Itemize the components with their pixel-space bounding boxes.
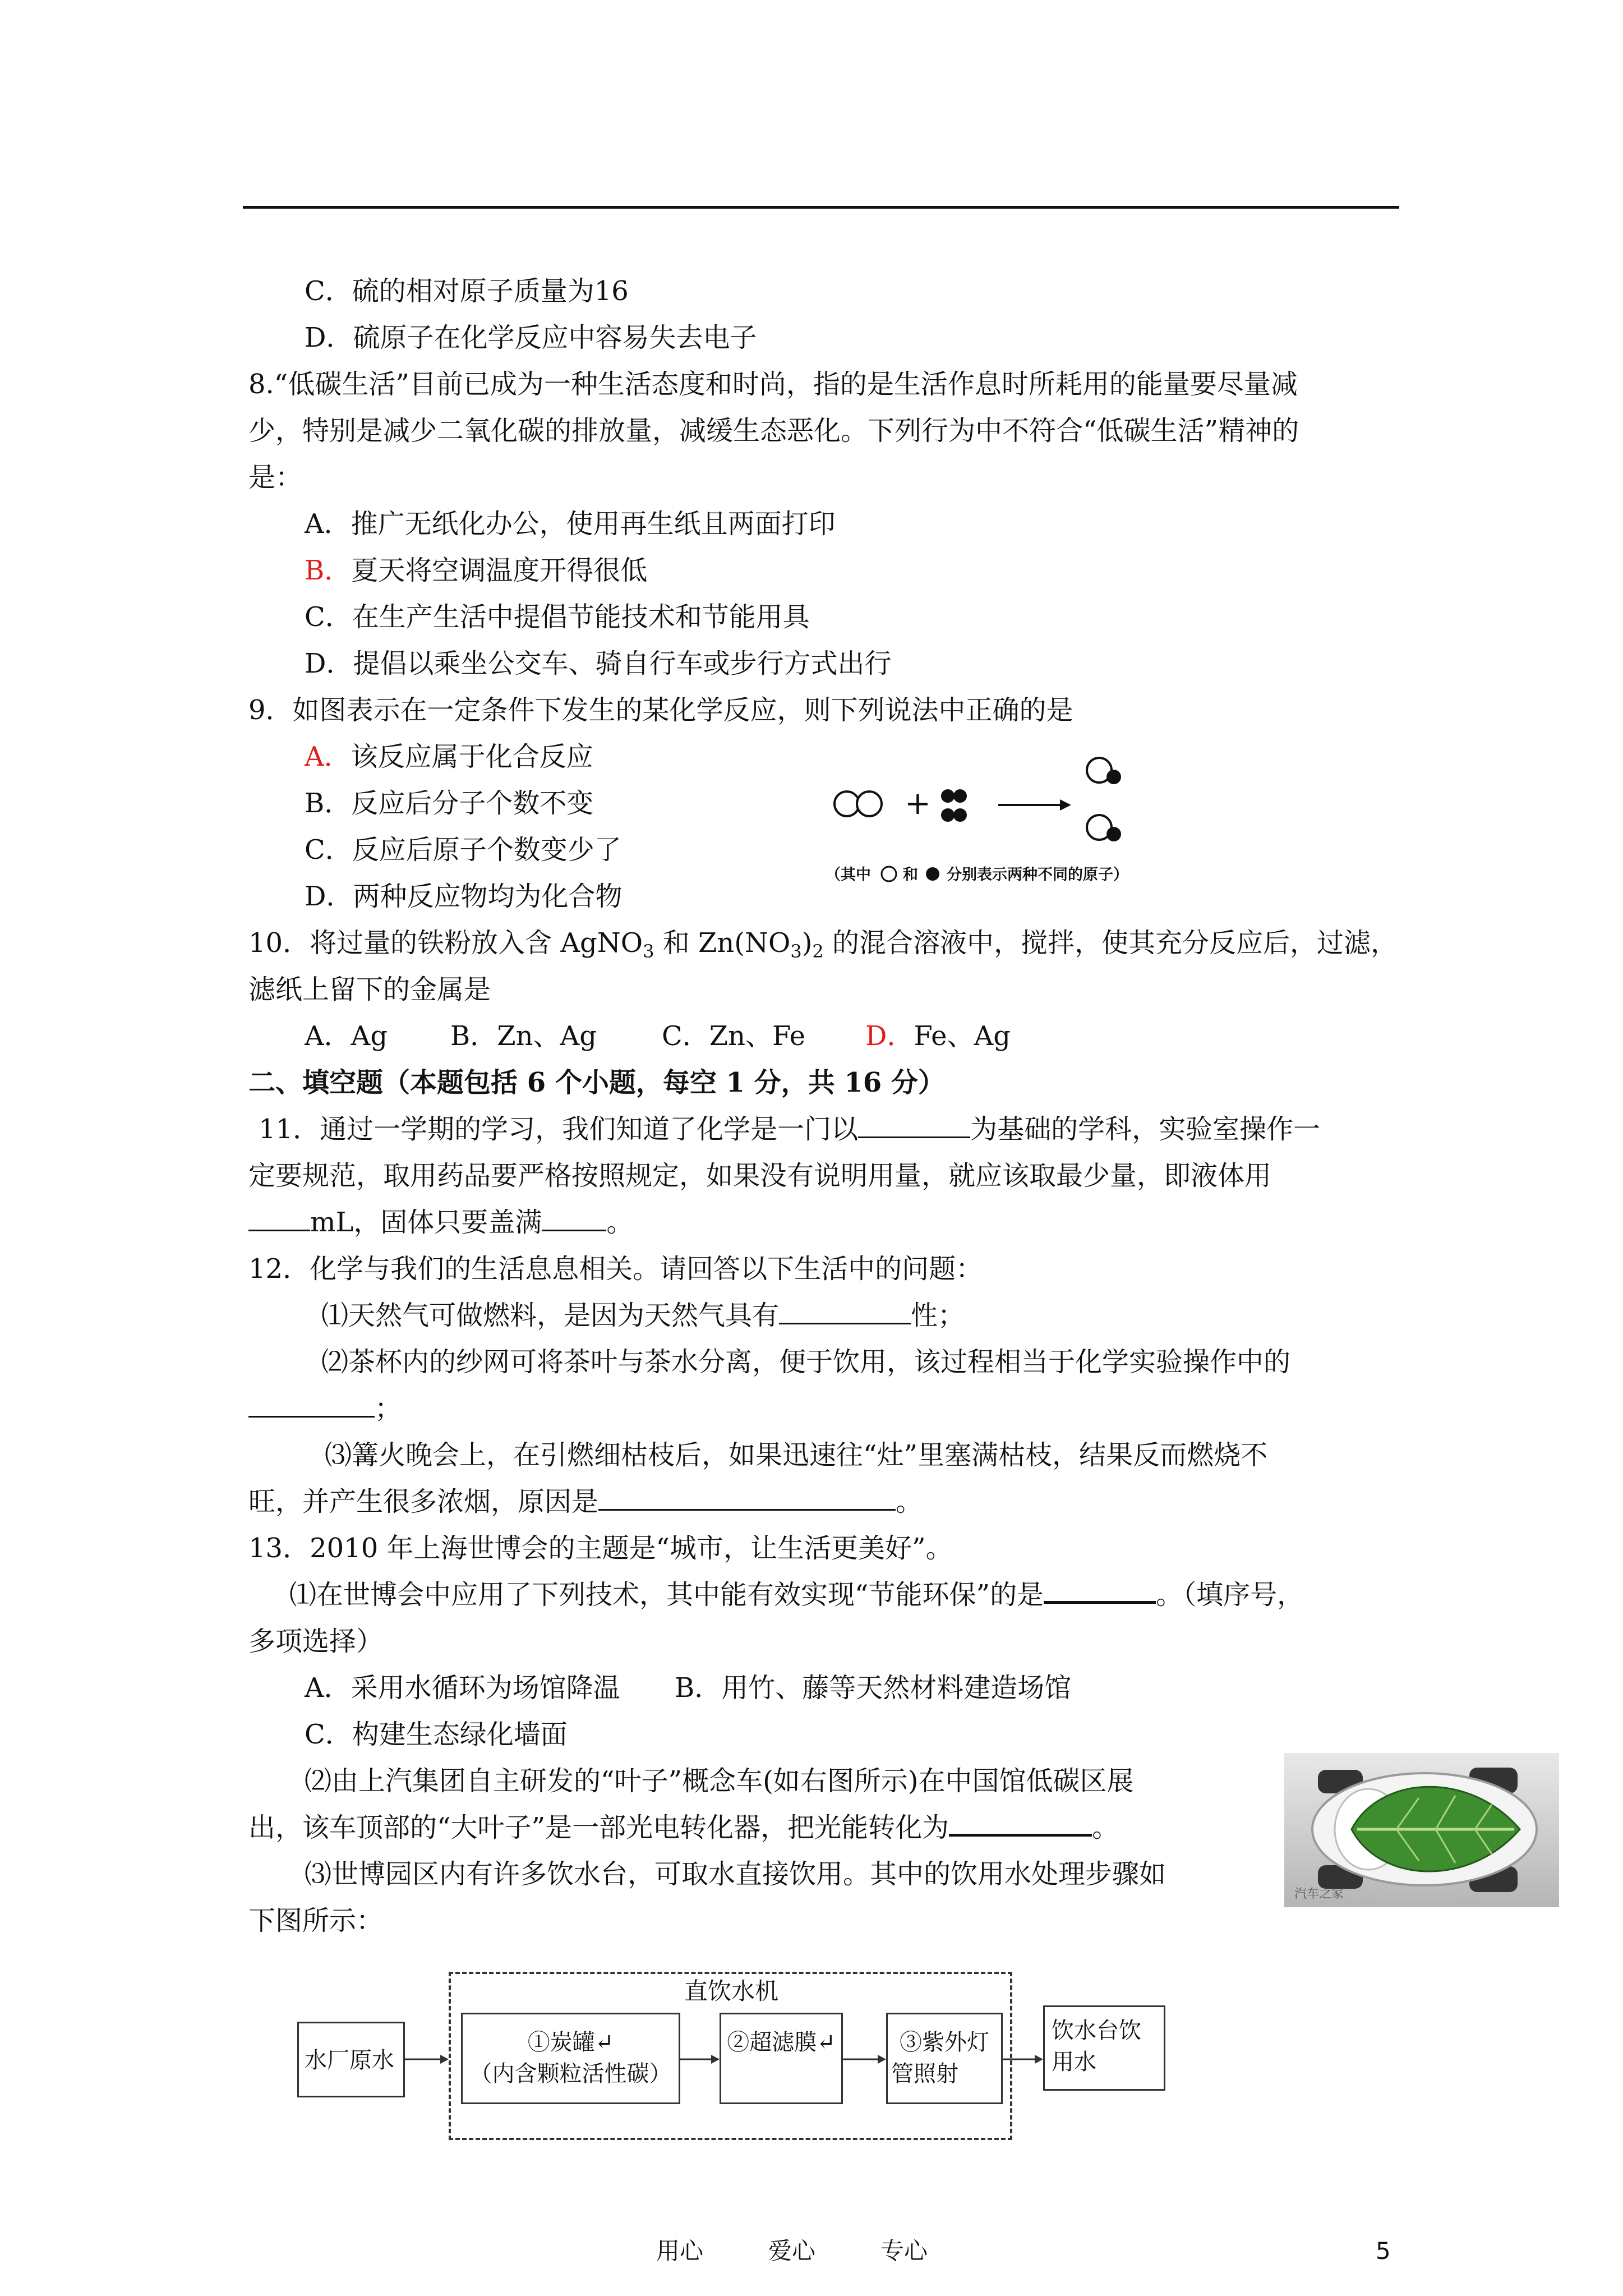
flow-step3-line2: 管照射 [891, 2061, 958, 2087]
q10-stem-line2: 滤纸上留下的金属是 [248, 974, 491, 1005]
q8-option-c: C．在生产生活中提倡节能技术和节能用具 [305, 601, 810, 633]
q12-part3: ⑶篝火晚会上，在引燃细枯枝后，如果迅速往“灶”里塞满枯枝，结果反而燃烧不 [325, 1439, 1268, 1471]
footer-motto-2: 爱心 [768, 2237, 816, 2265]
flow-step1-title: ①炭罐↵ [527, 2030, 614, 2055]
section-heading: 二、填空题（本题包括 6 个小题，每空 1 分，共 16 分） [248, 1067, 945, 1098]
q8-option-b: B．夏天将空调温度开得很低 [305, 555, 648, 586]
q8-answer-mark: B． [305, 555, 352, 586]
q10-option-c: C．Zn、Fe [662, 1020, 806, 1052]
footer-motto-3: 专心 [880, 2237, 928, 2265]
q11-line1: 11．通过一学期的学习，我们知道了化学是一门以 为基础的学科，实验室操作一 [259, 1114, 1321, 1145]
q13-part1: ⑴在世博会中应用了下列技术，其中能有效实现“节能环保”的是 。（填序号， [289, 1579, 1304, 1611]
q10-answer-mark: D． [865, 1020, 914, 1052]
flow-step1-box [461, 2013, 680, 2104]
q12-part3-line2: 旺，并产生很多浓烟，原因是 。 [248, 1486, 923, 1517]
diagram-caption-pre: （其中 [826, 866, 871, 884]
q10-stem-line1: 10．将过量的铁粉放入含 AgNO$_3$ 和 $Zn(NO_3)_2$ 的混合溶液中，搅拌，使其充分反应后，过滤， [248, 927, 1398, 962]
flow-step1-detail: （内含颗粒活性碳） [469, 2061, 672, 2087]
flow-group-label: 直饮水机 [684, 1977, 779, 2005]
image-watermark: 汽车之家 [1294, 1887, 1344, 1901]
q11-line2: 定要规范，取用药品要严格按照规定，如果没有说明用量，就应该取最少量，即液体用 [248, 1160, 1272, 1191]
q10-option-d: D．Fe、Ag [865, 1020, 1011, 1052]
q9-option-c: C．反应后原子个数变少了 [305, 834, 621, 866]
q12-part2-answer: ； [248, 1392, 402, 1425]
q13-option-b: B．用竹、藤等天然材料建造场馆 [675, 1672, 1072, 1704]
q10-option-b: B．Zn、Ag [450, 1020, 597, 1052]
q10-option-a: A．Ag [305, 1020, 388, 1052]
flow-step2-label: ②超滤膜↵ [727, 2030, 836, 2055]
diagram-caption-mid: 和 [903, 866, 918, 884]
q9-option-b: B．反应后分子个数不变 [305, 788, 594, 819]
flow-source-label: 水厂原水 [305, 2047, 394, 2073]
flow-step3-line1: ③紫外灯 [900, 2030, 989, 2055]
q8-stem-line1: 8.“低碳生活”目前已成为一种生活态度和时尚，指的是生活作息时所耗用的能量要尽量减 [248, 369, 1298, 400]
q9-answer-mark: A． [305, 741, 351, 772]
q13-part2: ⑵由上汽集团自主研发的“叶子”概念车(如右图所示)在中国馆低碳区展 [305, 1765, 1134, 1797]
q13-option-a: A．采用水循环为场馆降温 [305, 1672, 620, 1704]
q7-option-c: C．硫的相对原子质量为16 [305, 275, 629, 307]
flow-output-box [1043, 2005, 1165, 2091]
q8-option-d: D．提倡以乘坐公交车、骑自行车或步行方式出行 [305, 648, 892, 679]
q8-option-a: A．推广无纸化办公，使用再生纸且两面打印 [305, 508, 836, 540]
footer-motto-1: 用心 [656, 2237, 704, 2265]
q13-part2-line2: 出，该车顶部的“大叶子”是一部光电转化器，把光能转化为 。 [248, 1812, 1119, 1843]
q12-stem: 12．化学与我们的生活息息相关。请回答以下生活中的问题： [248, 1253, 983, 1285]
flow-output-line1: 饮水台饮 [1052, 2018, 1141, 2044]
q12-part1: ⑴天然气可做燃料，是因为天然气具有 性； [321, 1300, 965, 1331]
flow-step2-box [720, 2013, 843, 2104]
q13-option-c: C．构建生态绿化墙面 [305, 1719, 568, 1750]
flow-step3-box [886, 2013, 1003, 2104]
q9-option-d: D．两种反应物均为化合物 [305, 881, 623, 912]
q9-option-a: A．该反应属于化合反应 [305, 741, 593, 772]
q9-stem: 9．如图表示在一定条件下发生的某化学反应，则下列说法中正确的是 [248, 694, 1073, 726]
flow-source-box [297, 2022, 405, 2097]
q7-option-d: D．硫原子在化学反应中容易失去电子 [305, 322, 757, 353]
flow-output-line2: 用水 [1052, 2049, 1096, 2075]
q11-line3: mL，固体只要盖满 。 [248, 1205, 633, 1239]
q13-part3-line2: 下图所示： [248, 1905, 384, 1936]
plus-sign: + [905, 785, 931, 822]
q13-stem: 13．2010 年上海世博会的主题是“城市，让生活更美好”。 [248, 1533, 953, 1564]
q8-stem-line2: 少，特别是减少二氧化碳的排放量，减缓生态恶化。下列行为中不符合“低碳生活”精神的 [248, 415, 1299, 447]
q12-part2: ⑵茶杯内的纱网可将茶叶与茶水分离，便于饮用，该过程相当于化学实验操作中的 [321, 1346, 1291, 1378]
page-number: 5 [1376, 2237, 1391, 2265]
q8-stem-line3: 是： [248, 462, 303, 493]
q13-part1-line2: 多项选择） [248, 1626, 384, 1657]
diagram-caption-post: 分别表示两种不同的原子） [947, 866, 1128, 884]
q13-part3: ⑶世博园区内有许多饮水台，可取水直接饮用。其中的饮用水处理步骤如 [305, 1858, 1166, 1890]
